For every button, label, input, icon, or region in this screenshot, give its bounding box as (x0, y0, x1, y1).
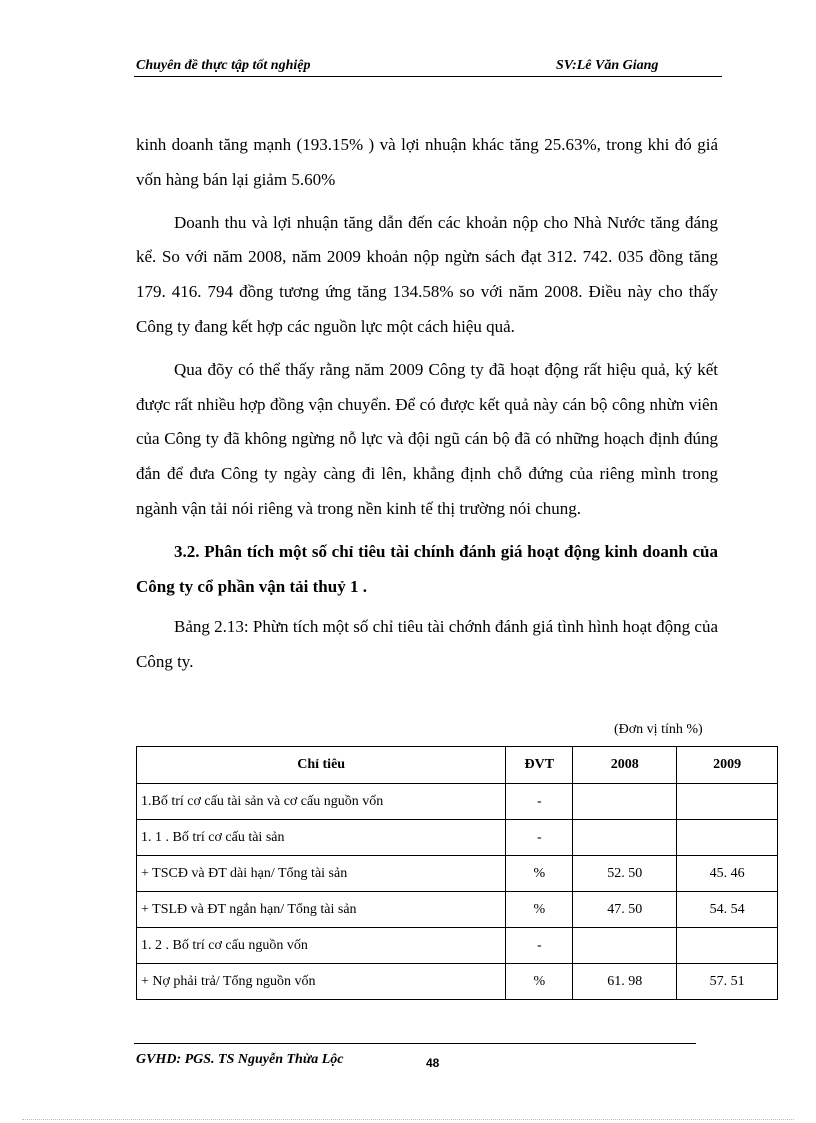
row-label: 1. 2 . Bố trí cơ cấu nguồn vốn (137, 928, 506, 964)
row-label: + Nợ phải trả/ Tổng nguồn vốn (137, 964, 506, 1000)
table-row (137, 892, 778, 928)
unit-note: (Đơn vị tính %) (614, 722, 703, 737)
row-unit: % (506, 856, 573, 892)
table-row (137, 784, 778, 820)
row-value-2009: 54. 54 (677, 892, 778, 928)
row-value-2009 (677, 784, 778, 820)
row-value-2008: 52. 50 (573, 856, 677, 892)
table-row (137, 820, 778, 856)
financial-indicators-table (136, 746, 778, 1000)
footer-divider (134, 1043, 696, 1044)
table-header-row (137, 747, 778, 784)
row-value-2008 (573, 820, 677, 856)
row-label: 1.Bố trí cơ cấu tài sản và cơ cấu nguồn vốn (137, 784, 506, 820)
header-report-title: Chuyên đề thực tập tốt nghiệp (136, 58, 311, 73)
row-unit: % (506, 964, 573, 1000)
row-label: 1. 1 . Bố trí cơ cấu tài sản (137, 820, 506, 856)
column-header-2009: 2009 (677, 747, 778, 784)
row-value-2009 (677, 928, 778, 964)
page-bottom-edge (22, 1119, 794, 1120)
table-row (137, 964, 778, 1000)
section-heading: 3.2. Phân tích một số chỉ tiêu tài chính đánh giá hoạt động kinh doanh của Công ty cổ phần vận tải thuỷ 1 . (136, 541, 718, 596)
row-unit: - (506, 928, 573, 964)
column-header-indicator: Chỉ tiêu (137, 747, 506, 784)
row-value-2008 (573, 784, 677, 820)
row-label: + TSCĐ và ĐT dài hạn/ Tổng tài sản (137, 856, 506, 892)
row-value-2009: 57. 51 (677, 964, 778, 1000)
page-header (134, 56, 722, 77)
body-text (136, 128, 718, 680)
row-value-2009 (677, 820, 778, 856)
row-value-2008 (573, 928, 677, 964)
page-number: 48 (426, 1056, 440, 1070)
row-value-2008: 47. 50 (573, 892, 677, 928)
row-unit: - (506, 784, 573, 820)
row-value-2009: 45. 46 (677, 856, 778, 892)
paragraph-revenue: Doanh thu và lợi nhuận tăng dẫn đến các khoản nộp cho Nhà Nước tăng đáng kể. So với năm 2008, năm 2009 khoản nộp ngừn sách đạt 312. 742. 035 đồng tăng 179. 416. 794 đồng tương ứng tăng 134.58% so với năm 2008. Điều này cho thấy Công ty đang kết hợp các nguồn lực một cách hiệu quả. (136, 212, 718, 336)
table-row (137, 856, 778, 892)
row-value-2008: 61. 98 (573, 964, 677, 1000)
column-header-2008: 2008 (573, 747, 677, 784)
column-header-unit: ĐVT (506, 747, 573, 784)
table-row (137, 928, 778, 964)
row-unit: % (506, 892, 573, 928)
header-student-name: SV:Lê Văn Giang (556, 58, 659, 73)
table-caption: Bảng 2.13: Phừn tích một số chỉ tiêu tài chớnh đánh giá tình hình hoạt động của Công ty. (136, 617, 718, 672)
row-unit: - (506, 820, 573, 856)
paragraph-summary: Qua đõy có thể thấy rằng năm 2009 Công ty đã hoạt động rất hiệu quả, ký kết được rất nhiều hợp đồng vận chuyển. Để có được kết quả này cán bộ công nhừn viên của Công ty đã không ngừng nỗ lực và đội ngũ cán bộ đã có những hoạch định đúng đắn để đưa Công ty ngày càng đi lên, khẳng định chỗ đứng của riêng mình trong ngành vận tải nói riêng và trong nền kinh tế thị trường nói chung. (136, 359, 718, 518)
paragraph-continuation: kinh doanh tăng mạnh (193.15% ) và lợi nhuận khác tăng 25.63%, trong khi đó giá vốn hàng bán lại giảm 5.60% (136, 135, 718, 189)
row-label: + TSLĐ và ĐT ngắn hạn/ Tổng tài sản (137, 892, 506, 928)
footer-advisor: GVHD: PGS. TS Nguyễn Thừa Lộc (136, 1052, 344, 1067)
